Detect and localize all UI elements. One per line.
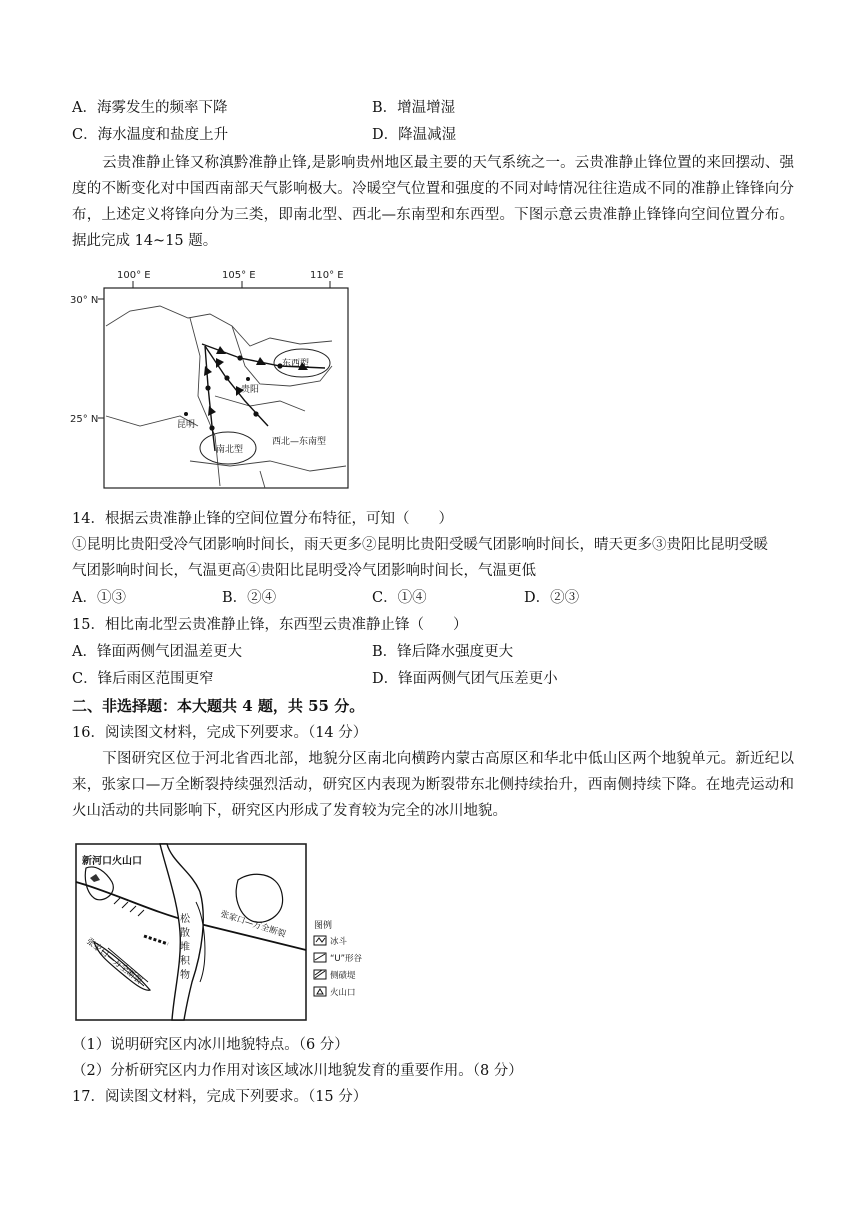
q14-option-c: C．①④ — [372, 590, 427, 606]
glacier-landform-map — [72, 842, 362, 1024]
q17-stem: 17．阅读图文材料，完成下列要求。（15 分） — [72, 1089, 368, 1105]
legend-lateral-moraine: 侧碛堤 — [330, 971, 356, 981]
q13-option-d: D．降温减湿 — [372, 127, 457, 143]
q13-option-c: C．海水温度和盐度上升 — [72, 127, 229, 143]
legend-u-valley: “U”形谷 — [330, 954, 362, 964]
lon-label-100: 100° E — [117, 270, 151, 281]
legend-title: 图例 — [314, 921, 333, 931]
q13-option-a: A．海雾发生的频率下降 — [72, 100, 228, 116]
deposit-label — [180, 912, 191, 981]
q14-option-b: B．②④ — [222, 590, 277, 606]
lat-label-30: 30° N — [70, 295, 99, 306]
q14-stem: 14．根据云贵准静止锋的空间位置分布特征，可知（ ） — [72, 511, 453, 527]
lat-label-25: 25° N — [70, 414, 99, 425]
q16-sub2: （2）分析研究区内力作用对该区域冰川地貌发育的重要作用。（8 分） — [72, 1063, 523, 1079]
svg-text:松: 松 — [180, 914, 190, 925]
label-north-south: 南北型 — [216, 445, 244, 455]
fault-label-upper: 张家口—万全断裂 — [219, 909, 287, 940]
q14-option-d: D．②③ — [524, 590, 580, 606]
intro-paragraph-14-15: 云贵准静止锋又称滇黔准静止锋,是影响贵州地区最主要的天气系统之一。云贵准静止锋位置的来回摆动、强度的不断变化对中国西南部天气影响极大。冷暖空气位置和强度的不同对峙情况往往造成不同的准静止锋锋向分布，上述定义将锋向分为三类，即南北型、西北—东南型和东西型。下图示意云贵准静止锋锋向空间位置分布。据此完成 14~15 题。 — [72, 155, 794, 249]
q16-material: 下图研究区位于河北省西北部，地貌分区南北向横跨内蒙古高原区和华北中低山区两个地貌单元。新近纪以来，张家口—万全断裂持续强烈活动，研究区内表现为断裂带东北侧持续抬升，西南侧持续下降。在地壳运动和火山活动的共同影响下，研究区内形成了发育较为完全的冰川地貌。 — [72, 751, 794, 819]
legend-crater: 火山口 — [330, 988, 356, 998]
city-guiyang: 贵阳 — [241, 385, 260, 395]
fault-label-lower: 张家口—万全断裂 — [84, 936, 144, 987]
q13-option-b: B．增温增湿 — [372, 100, 456, 116]
svg-text:物: 物 — [180, 970, 190, 981]
lon-label-110: 110° E — [310, 270, 344, 281]
svg-text:积: 积 — [180, 956, 190, 967]
city-kunming: 昆明 — [177, 420, 196, 430]
label-east-west: 东西型 — [282, 359, 310, 369]
q16-sub1: （1）说明研究区内冰川地貌特点。（6 分） — [72, 1037, 349, 1053]
map-frame — [104, 288, 348, 488]
q16-stem: 16．阅读图文材料，完成下列要求。（14 分） — [72, 725, 368, 741]
q15-option-a: A．锋面两侧气团温差更大 — [72, 644, 242, 660]
svg-text:堆: 堆 — [180, 942, 190, 953]
section-2-heading: 二、非选择题：本大题共 4 题，共 55 分。 — [72, 697, 365, 715]
q14-option-a: A．①③ — [72, 590, 126, 606]
label-northwest-southeast: 西北—东南型 — [272, 437, 327, 447]
svg-text:散: 散 — [180, 928, 190, 939]
legend-cirque: 冰斗 — [330, 937, 348, 947]
q15-option-d: D．锋面两侧气团气压差更小 — [372, 671, 558, 687]
q15-stem: 15．相比南北型云贵准静止锋，东西型云贵准静止锋（ ） — [72, 617, 468, 633]
front-position-map — [70, 266, 355, 496]
q15-option-b: B．锋后降水强度更大 — [372, 644, 514, 660]
q15-option-c: C．锋后雨区范围更窄 — [72, 671, 214, 687]
q14-statements-line1: ①昆明比贵阳受冷气团影响时间长，雨天更多②昆明比贵阳受暖气团影响时间长，晴天更多③贵阳比昆明受暖 — [72, 537, 768, 553]
volcano-label: 新河口火山口 — [82, 856, 142, 867]
q14-statements-line2: 气团影响时间长，气温更高④贵阳比昆明受冷气团影响时间长，气温更低 — [72, 563, 536, 579]
lon-label-105: 105° E — [222, 270, 256, 281]
